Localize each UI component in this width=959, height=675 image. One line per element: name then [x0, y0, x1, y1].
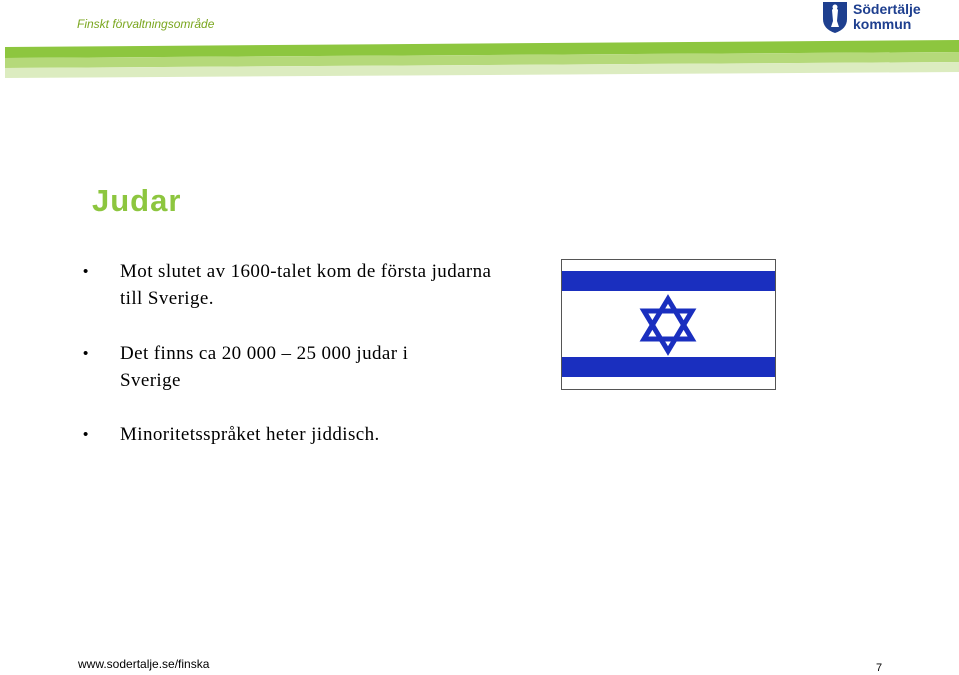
bullet-dot: •	[83, 426, 89, 443]
sodertalje-logo	[822, 1, 932, 35]
header-green-bands	[0, 0, 959, 80]
bullet-text: Det finns ca 20 000 – 25 000 judar i Sverige	[120, 343, 409, 391]
bullet-item	[83, 421, 520, 448]
slide-title: Judar	[92, 183, 182, 218]
bullet-dot: •	[83, 345, 89, 362]
footer-url: www.sodertalje.se/finska	[78, 657, 210, 671]
bullet-list	[83, 258, 503, 448]
page-number: 7	[876, 662, 883, 674]
logo-wordmark	[853, 2, 921, 32]
israel-flag-image	[561, 259, 776, 390]
bullet-dot: •	[83, 263, 89, 280]
bullet-item	[83, 340, 460, 394]
logo-line1: Södertälje	[853, 1, 921, 17]
bullet-text: Mot slutet av 1600-talet kom de första judarna till Sverige.	[120, 261, 492, 309]
coat-of-arms-icon	[822, 1, 848, 34]
bullet-item	[83, 258, 503, 312]
logo-line2: kommun	[853, 16, 912, 32]
bullet-text: Minoritetsspråket heter jiddisch.	[120, 424, 380, 445]
department-label: Finskt förvaltningsområde	[77, 17, 215, 31]
